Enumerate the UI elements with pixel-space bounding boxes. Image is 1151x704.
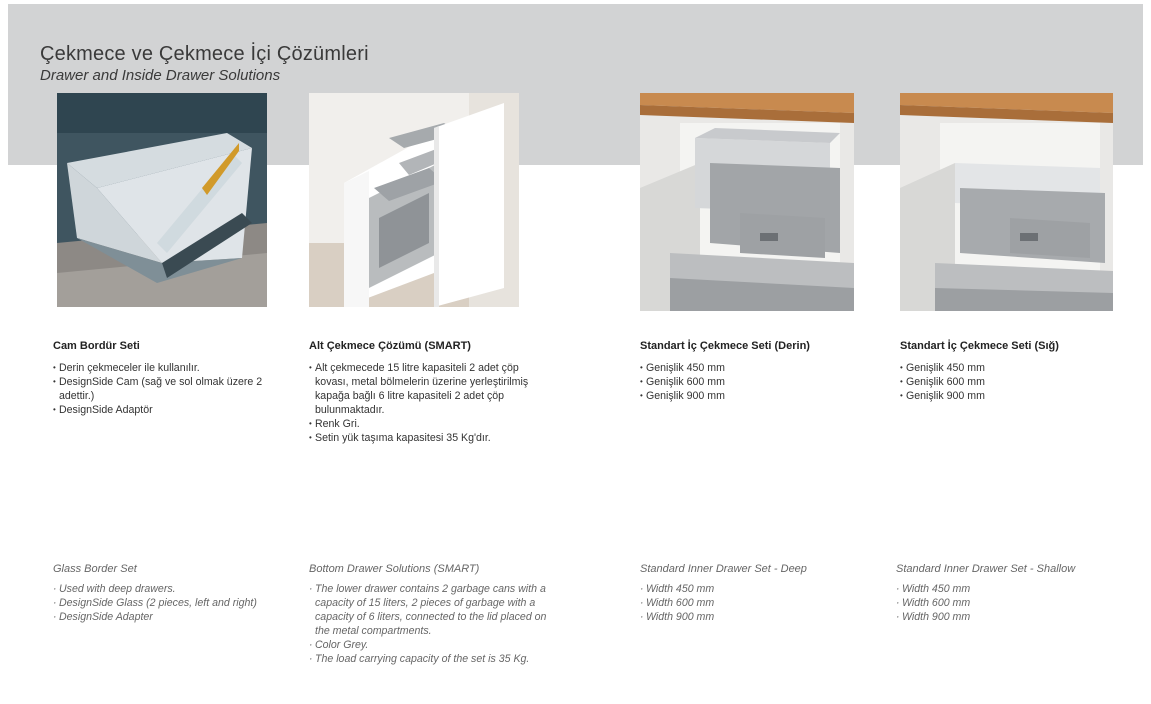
page-title: Çekmece ve Çekmece İçi Çözümleri (40, 43, 369, 65)
bullet-item: • Genişlik 600 mm (640, 375, 840, 389)
inner-drawer-deep-photo (640, 93, 854, 311)
bullet-item: · Width 900 mm (640, 610, 840, 624)
product-bullets-tr (640, 361, 840, 403)
product-title-tr: Cam Bordür Seti (53, 340, 140, 352)
bullet-item: · Width 450 mm (896, 582, 1096, 596)
bullet-item: • Renk Gri. (309, 417, 535, 431)
bullet-item: · Width 600 mm (640, 596, 840, 610)
bullet-item: • Alt çekmecede 15 litre kapasiteli 2 adet çöp kovası, metal bölmelerin üzerine yerleştirilmiş kapağa bağlı 6 litre kapasiteli 2 adet çöp bulunmaktadır. (309, 361, 535, 417)
product-title-tr: Alt Çekmece Çözümü (SMART) (309, 340, 471, 352)
bullet-item: • Genişlik 450 mm (640, 361, 840, 375)
bullet-item: • Genişlik 900 mm (900, 389, 1100, 403)
bullet-item: • Genişlik 900 mm (640, 389, 840, 403)
bullet-item: • Derin çekmeceler ile kullanılır. (53, 361, 263, 375)
inner-drawer-shallow-photo (900, 93, 1113, 311)
glass-border-set-photo (57, 93, 267, 307)
product-bullets-en (53, 582, 293, 624)
bullet-item: · Color Grey. (309, 638, 547, 652)
page-subtitle: Drawer and Inside Drawer Solutions (40, 67, 281, 84)
bullet-item: • DesignSide Adaptör (53, 403, 263, 417)
bullet-item: · The lower drawer contains 2 garbage cans with a capacity of 15 liters, 2 pieces of garbage with a capacity of 6 liters, connected to the lid placed on the metal compartments. (309, 582, 547, 638)
product-title-en: Glass Border Set (53, 563, 137, 575)
bullet-item: • Genişlik 450 mm (900, 361, 1100, 375)
smart-drawer-photo (309, 93, 519, 307)
bullet-item: · DesignSide Adapter (53, 610, 293, 624)
bullet-item: · Width 900 mm (896, 610, 1096, 624)
product-bullets-tr (900, 361, 1100, 403)
product-bullets-tr (309, 361, 535, 445)
bullet-item: • Genişlik 600 mm (900, 375, 1100, 389)
product-title-en: Standard Inner Drawer Set - Deep (640, 563, 807, 575)
bullet-item: · DesignSide Glass (2 pieces, left and right) (53, 596, 293, 610)
bullet-item: · Used with deep drawers. (53, 582, 293, 596)
product-title-tr: Standart İç Çekmece Seti (Sığ) (900, 340, 1059, 352)
product-bullets-en (640, 582, 840, 624)
bullet-item: · Width 600 mm (896, 596, 1096, 610)
bullet-item: • DesignSide Cam (sağ ve sol olmak üzere 2 adettir.) (53, 375, 263, 403)
product-bullets-en (309, 582, 547, 666)
product-title-tr: Standart İç Çekmece Seti (Derin) (640, 340, 810, 352)
product-title-en: Bottom Drawer Solutions (SMART) (309, 563, 480, 575)
product-bullets-en (896, 582, 1096, 624)
bullet-item: • Setin yük taşıma kapasitesi 35 Kg'dır. (309, 431, 535, 445)
product-bullets-tr (53, 361, 263, 417)
bullet-item: · The load carrying capacity of the set is 35 Kg. (309, 652, 547, 666)
bullet-item: · Width 450 mm (640, 582, 840, 596)
product-title-en: Standard Inner Drawer Set - Shallow (896, 563, 1076, 575)
